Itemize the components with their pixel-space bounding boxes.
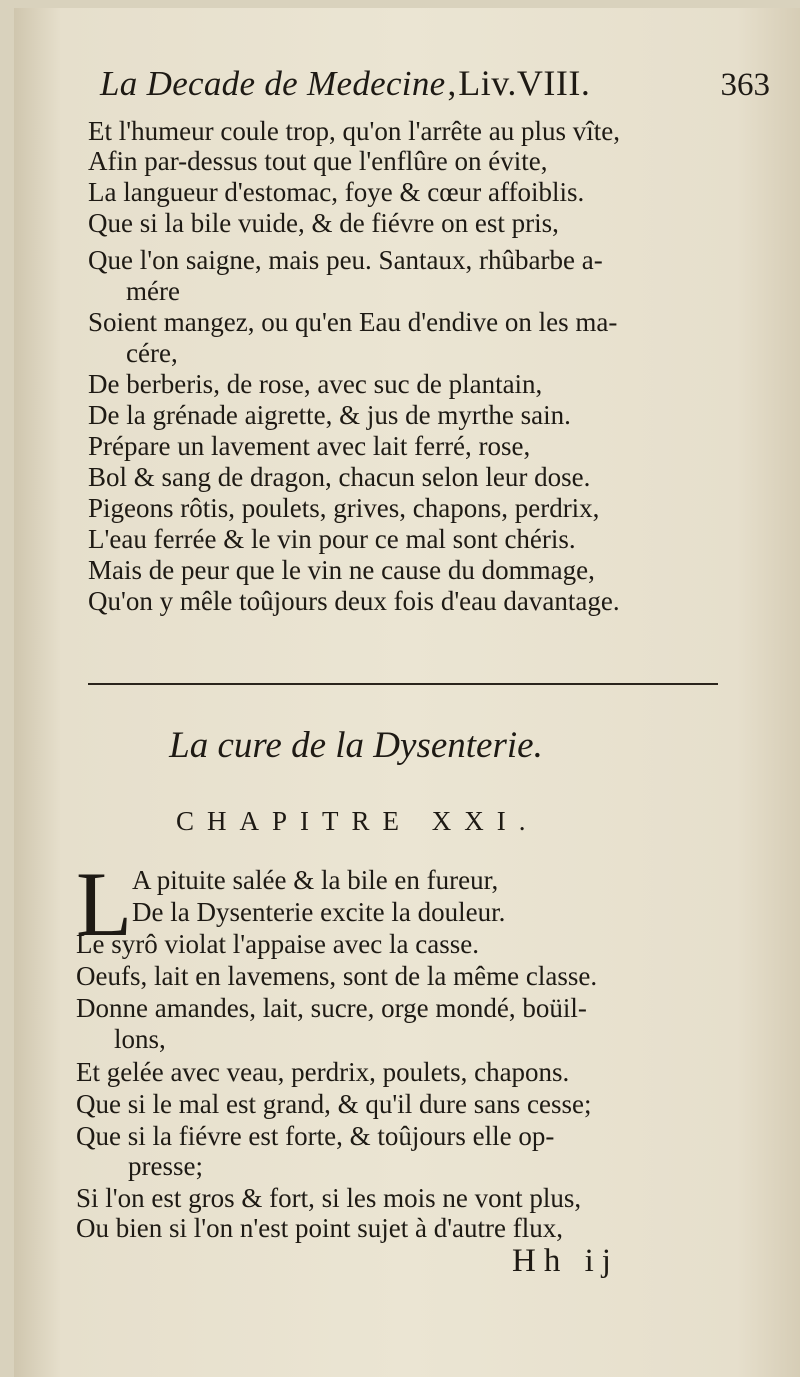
verse-line: Et gelée avec veau, perdrix, poulets, chapons. xyxy=(76,1057,570,1087)
verse-line: L'eau ferrée & le vin pour ce mal sont chéris. xyxy=(88,524,576,554)
verse-line: Donne amandes, lait, sucre, orge mondé, boüil- xyxy=(76,993,587,1023)
verse-line: Afin par-dessus tout que l'enflûre on évite, xyxy=(88,146,548,176)
verse-line: Oeufs, lait en lavemens, sont de la même classe. xyxy=(76,961,598,991)
verse-line: Si l'on est gros & fort, si les mois ne vont plus, xyxy=(76,1183,582,1213)
verse-line: De la Dysenterie excite la douleur. xyxy=(132,897,506,927)
verse-line: Le syrô violat l'appaise avec la casse. xyxy=(76,929,479,959)
verse-line: Pigeons rôtis, poulets, grives, chapons, perdrix, xyxy=(88,493,600,523)
verse-line: Prépare un lavement avec lait ferré, rose, xyxy=(88,431,531,461)
verse-line: De la grénade aigrette, & jus de myrthe sain. xyxy=(88,400,571,430)
section-title: La cure de la Dysenterie. xyxy=(169,725,543,766)
book-number: Liv.VIII. xyxy=(458,63,591,103)
running-title: La Decade de Medecine xyxy=(100,64,446,103)
verse-line: Mais de peur que le vin ne cause du dommage, xyxy=(88,555,595,585)
verse-line: Ou bien si l'on n'est point sujet à d'autre flux, xyxy=(76,1213,564,1243)
verse-line-continuation: lons, xyxy=(114,1024,166,1054)
verse-line: Et l'humeur coule trop, qu'on l'arrête au plus vîte, xyxy=(88,116,620,146)
verse-line: Soient mangez, ou qu'en Eau d'endive on les ma- xyxy=(88,307,618,337)
verse-line-continuation: cére, xyxy=(126,338,178,368)
verse-line: Que si le mal est grand, & qu'il dure sans cesse; xyxy=(76,1089,592,1119)
section-divider xyxy=(88,683,718,685)
verse-line: Bol & sang de dragon, chacun selon leur dose. xyxy=(88,462,591,492)
chapter-heading: CHAPITRE XXI. xyxy=(176,806,539,836)
verse-line: La langueur d'estomac, foye & cœur affoiblis. xyxy=(88,177,585,207)
running-header xyxy=(100,62,770,112)
signature-mark: Hh ij xyxy=(512,1243,619,1279)
verse-line-continuation: mére xyxy=(126,276,180,306)
verse-line: De berberis, de rose, avec suc de plantain, xyxy=(88,369,543,399)
verse-line: A pituite salée & la bile en fureur, xyxy=(132,865,499,895)
verse-line: Que si la fiévre est forte, & toûjours elle op- xyxy=(76,1121,555,1151)
verse-line: Qu'on y mêle toûjours deux fois d'eau davantage. xyxy=(88,586,620,616)
verse-line-continuation: presse; xyxy=(128,1151,203,1181)
drop-cap: L xyxy=(76,853,133,955)
header-separator: , xyxy=(447,64,457,103)
verse-line: Que l'on saigne, mais peu. Santaux, rhûbarbe a- xyxy=(88,245,603,275)
page-number: 363 xyxy=(720,67,770,103)
verse-line: Que si la bile vuide, & de fiévre on est pris, xyxy=(88,208,559,238)
